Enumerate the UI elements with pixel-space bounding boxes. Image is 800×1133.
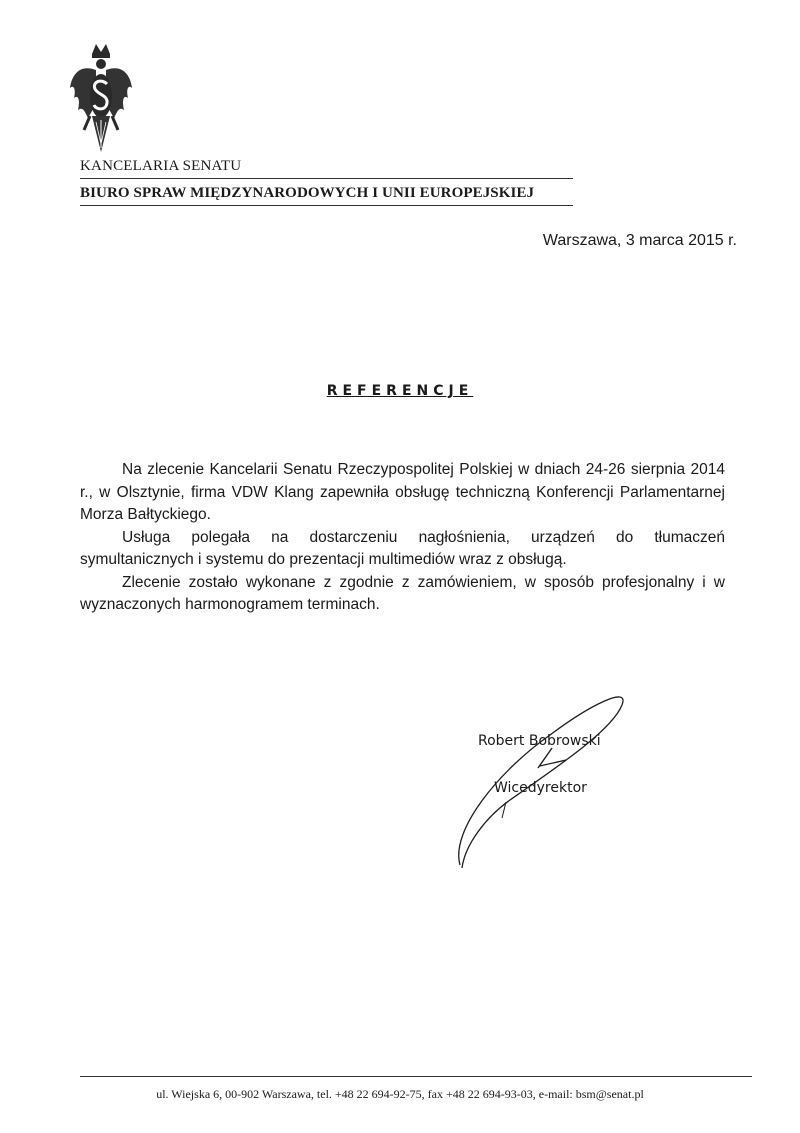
signatory-name: Robert Bobrowski	[478, 733, 601, 749]
senate-eagle-emblem-icon	[66, 40, 136, 160]
date-line: Warszawa, 3 marca 2015 r.	[542, 232, 737, 249]
footer-address: ul. Wiejska 6, 00-902 Warszawa, tel. +48 22 694-92-75, fax +48 22 694-93-03, e-mail: bsm@senat.pl	[156, 1087, 644, 1101]
body-paragraph: Zlecenie zostało wykonane z zgodnie z zamówieniem, w sposób profesjonalny i w wyznaczonych harmonogramem terminach.	[80, 573, 725, 613]
department-name: BIURO SPRAW MIĘDZYNARODOWYCH I UNII EUROPEJSKIEJ	[80, 185, 535, 201]
organization-name: KANCELARIA SENATU	[80, 158, 242, 174]
letter-body	[80, 459, 725, 617]
letterhead-divider	[80, 178, 573, 179]
body-paragraph: Na zlecenie Kancelarii Senatu Rzeczypospolitej Polskiej w dniach 24-26 sierpnia 2014 r., w Olsztynie, firma VDW Klang zapewniła obsługę techniczną Konferencji Parlamentarnej Morza Bałtyckiego.	[80, 461, 725, 523]
letterhead-divider-bottom	[80, 205, 573, 206]
document-title: REFERENCJE	[326, 383, 474, 399]
footer-divider	[80, 1076, 752, 1077]
body-paragraph: Usługa polegała na dostarczeniu nagłośnienia, urządzeń do tłumaczeń symultanicznych i systemu do prezentacji multimediów wraz z obsługą.	[80, 528, 725, 568]
signatory-role: Wicedyrektor	[494, 780, 587, 796]
